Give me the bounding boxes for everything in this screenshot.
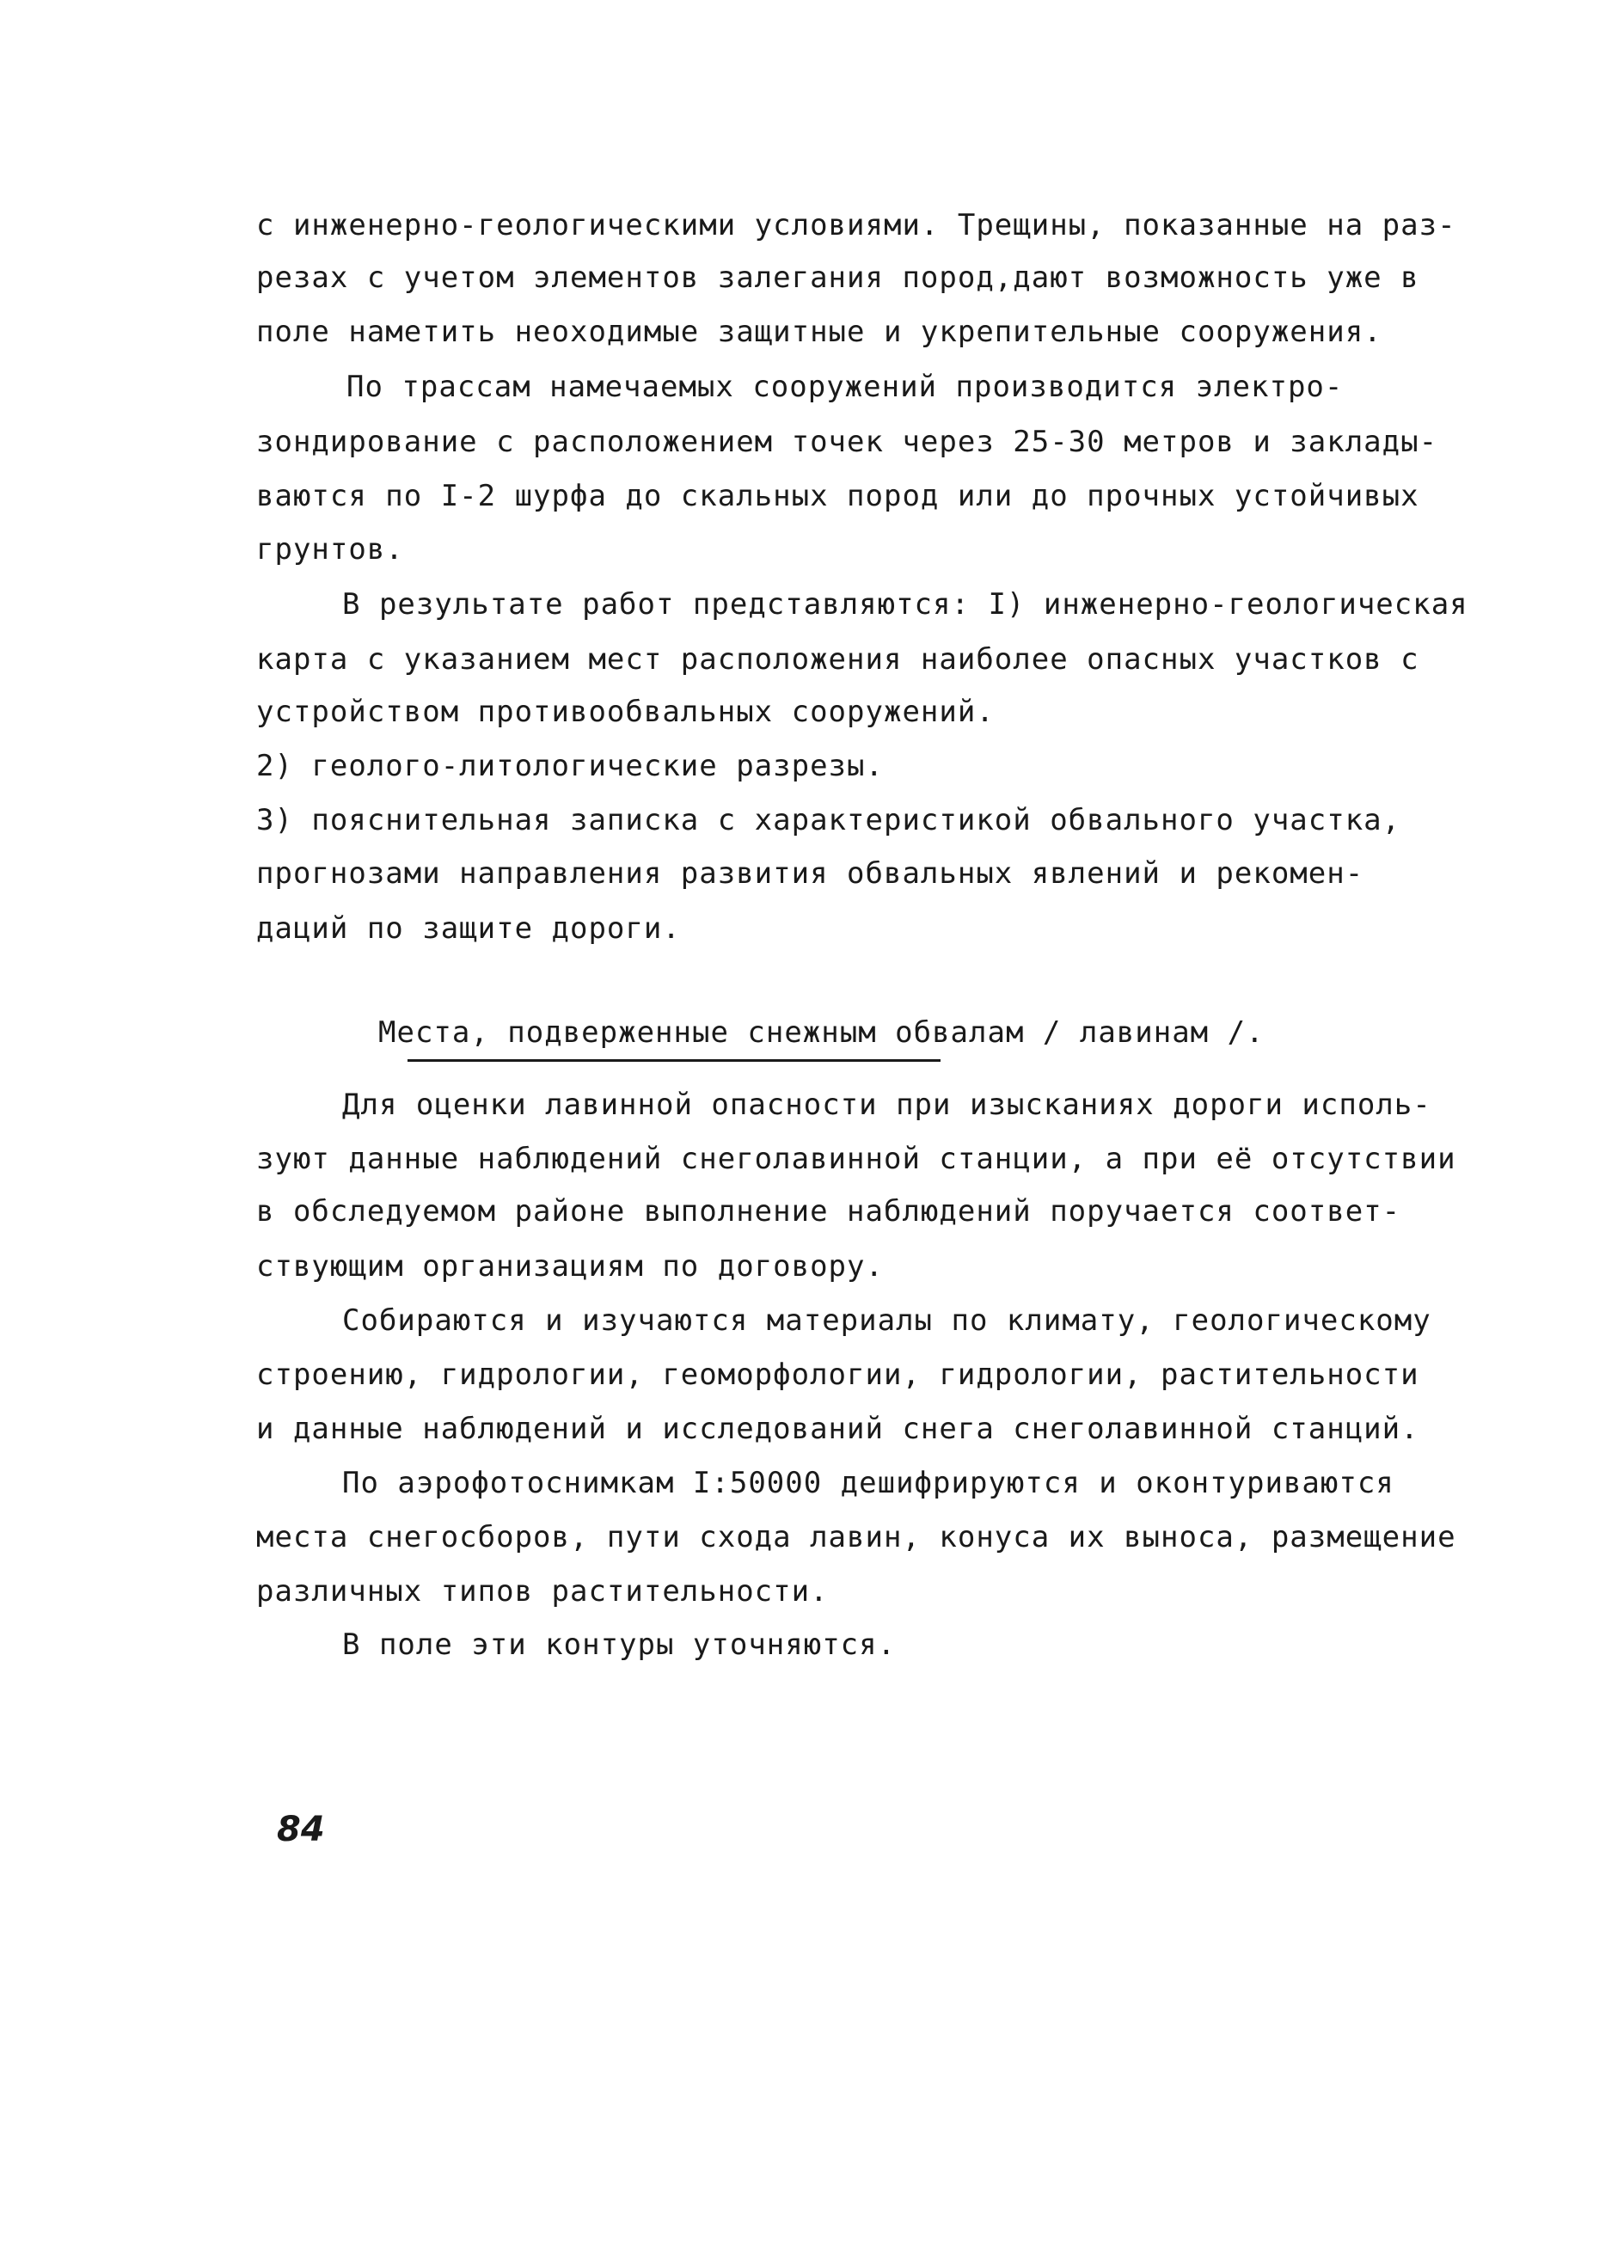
paragraph-7-line-1: В поле эти контуры уточняются. [342, 1627, 897, 1662]
paragraph-6-line-1: По аэрофотоснимкам I:50000 дешифрируются и оконтуриваются [342, 1466, 1394, 1500]
paragraph-4-line-1: Для оценки лавинной опасности при изысканиях дороги исполь- [342, 1088, 1431, 1122]
paragraph-4-line-2: зуют данные наблюдений снеголавинной станции, а при её отсутствии [256, 1142, 1456, 1176]
paragraph-3-line-6: прогнозами направления развития обвальных явлений и рекомен- [256, 856, 1364, 891]
paragraph-2-line-1: По трассам намечаемых сооружений производится электро- [346, 370, 1344, 404]
paragraph-3-line-7: даций по защите дороги. [256, 911, 681, 946]
paragraph-5-line-2: строению, гидрологии, геоморфологии, гидрологии, растительности [256, 1358, 1419, 1392]
paragraph-3-line-2: карта с указанием мест расположения наиболее опасных участков с [256, 642, 1419, 677]
paragraph-6-line-3: различных типов растительности. [256, 1574, 829, 1609]
paragraph-2-line-4: грунтов. [256, 532, 404, 567]
paragraph-2-line-2: зондирование с расположением точек через 25-30 метров и заклады- [256, 425, 1438, 459]
paragraph-5-line-1: Собираются и изучаются материалы по климату, геологическому [342, 1303, 1431, 1338]
page-number: 84 [277, 1810, 325, 1849]
paragraph-3-line-3: устройством противообвальных сооружений. [256, 695, 995, 729]
section-heading: Места, подверженные снежным обвалам / лавинам /. [378, 1015, 1265, 1050]
paragraph-1-line-1: с инженерно-геологическими условиями. Трещины, показанные на раз- [256, 208, 1456, 242]
paragraph-1-line-2: резах с учетом элементов залегания пород,дают возможность уже в [256, 261, 1419, 295]
paragraph-5-line-3: и данные наблюдений и исследований снега снеголавинной станций. [256, 1412, 1419, 1446]
paragraph-3-line-5: 3) пояснительная записка с характеристикой обвального участка, [256, 803, 1401, 837]
paragraph-3-line-1: В результате работ представляются: I) инженерно-геологическая [342, 587, 1468, 622]
paragraph-6-line-2: места снегосборов, пути схода лавин, конуса их выноса, размещение [256, 1520, 1456, 1554]
paragraph-3-line-4: 2) геолого-литологические разрезы. [256, 749, 884, 783]
paragraph-4-line-3: в обследуемом районе выполнение наблюдений поручается соответ- [256, 1194, 1401, 1229]
paragraph-4-line-4: ствующим организациям по договору. [256, 1249, 884, 1284]
paragraph-2-line-3: ваются по I-2 шурфа до скальных пород или до прочных устойчивых [256, 479, 1419, 513]
paragraph-1-line-3: поле наметить неоходимые защитные и укрепительные сооружения. [256, 315, 1382, 349]
section-heading-underline [408, 1059, 941, 1062]
